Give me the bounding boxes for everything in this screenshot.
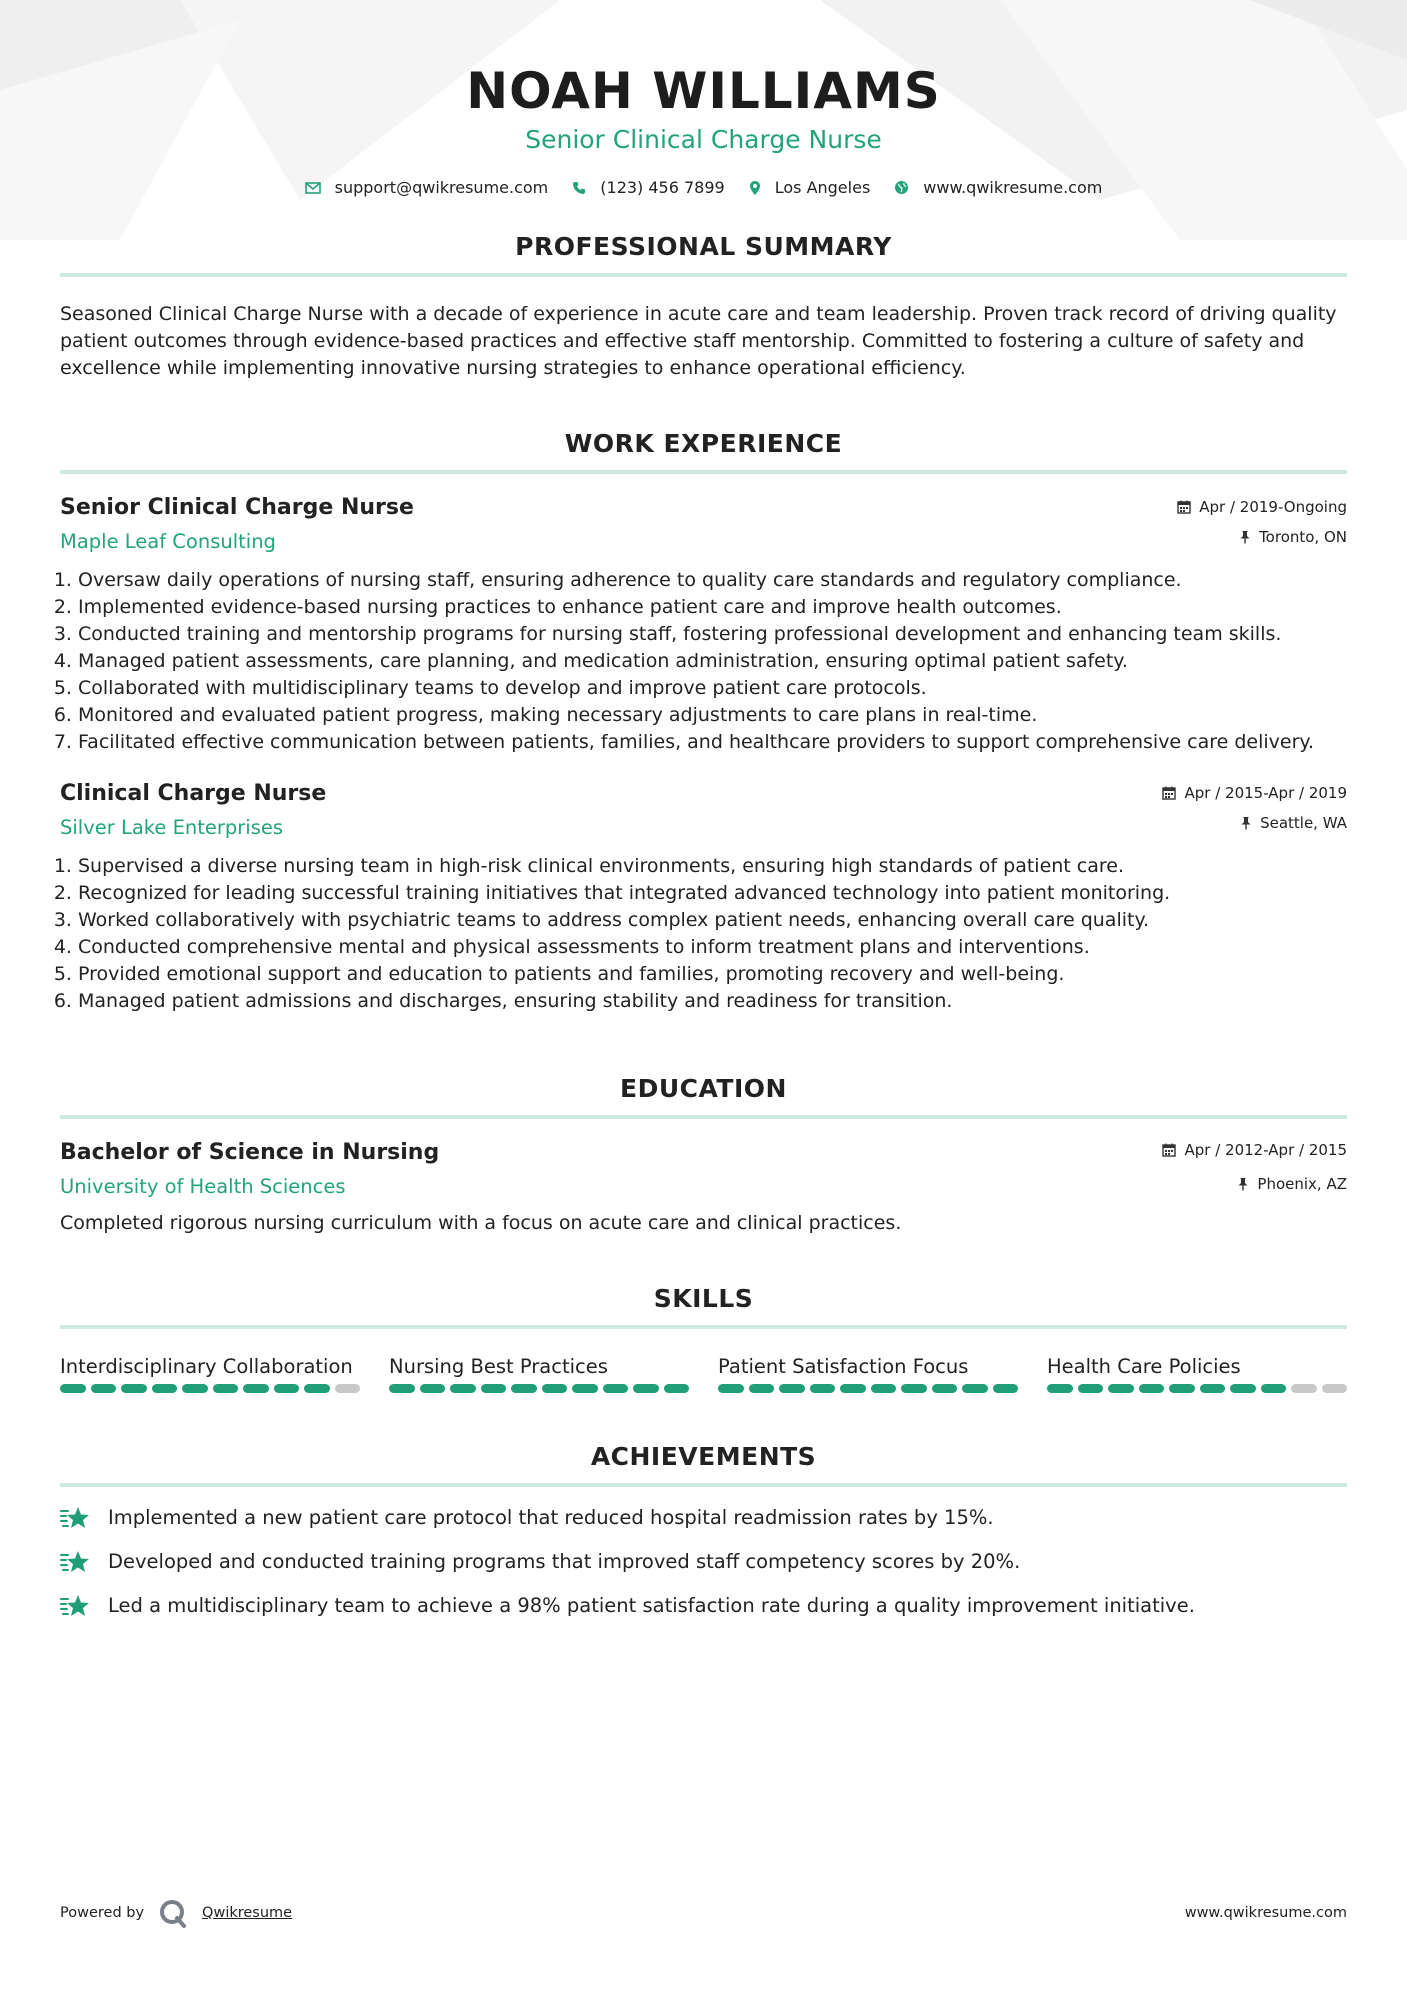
job-title: Clinical Charge Nurse (60, 781, 327, 806)
footer-url[interactable]: www.qwikresume.com (1184, 1905, 1347, 1921)
list-item: 5. Collaborated with multidisciplinary teams to develop and improve patient care protocols. (78, 675, 1347, 702)
skill-item (1047, 1353, 1347, 1393)
achievement-text: Led a multidisciplinary team to achieve a 98% patient satisfaction rate during a quality improvement initiative. (108, 1594, 1195, 1617)
skill-segment-filled (152, 1384, 178, 1393)
contact-bar (60, 178, 1347, 197)
list-item: 6. Managed patient admissions and discharges, ensuring stability and readiness for transition. (78, 988, 1347, 1015)
skill-segment-empty (335, 1384, 361, 1393)
skill-level-bar (60, 1384, 360, 1393)
list-item: 7. Facilitated effective communication between patients, families, and healthcare providers to support comprehensive care delivery. (78, 729, 1347, 756)
brand-link[interactable]: Qwikresume (202, 1905, 293, 1921)
skill-segment-filled (603, 1384, 629, 1393)
calendar-icon (1177, 500, 1191, 514)
school-name: University of Health Sciences (60, 1175, 346, 1198)
location-text: Los Angeles (774, 178, 871, 197)
pushpin-icon (1237, 1177, 1249, 1191)
star-icon (60, 1593, 92, 1619)
skill-segment-filled (901, 1384, 927, 1393)
skill-segment-filled (993, 1384, 1019, 1393)
list-item: 3. Conducted training and mentorship programs for nursing staff, fostering professional development and enhancing team skills. (78, 621, 1347, 648)
achievement-text: Developed and conducted training programs that improved staff competency scores by 20%. (108, 1550, 1021, 1573)
skill-segment-filled (511, 1384, 537, 1393)
skill-segment-filled (1047, 1384, 1073, 1393)
skill-name: Nursing Best Practices (389, 1355, 608, 1378)
skill-segment-filled (633, 1384, 659, 1393)
skill-name: Interdisciplinary Collaboration (60, 1355, 353, 1378)
calendar-icon (1162, 786, 1176, 800)
summary-heading: PROFESSIONAL SUMMARY (515, 232, 892, 261)
map-pin-icon (749, 180, 761, 196)
skill-segment-filled (243, 1384, 269, 1393)
skill-segment-filled (718, 1384, 744, 1393)
qwikresume-logo-icon (158, 1898, 188, 1928)
job-responsibilities (60, 853, 1347, 1015)
candidate-title: Senior Clinical Charge Nurse (525, 125, 882, 154)
degree-title: Bachelor of Science in Nursing (60, 1140, 440, 1165)
skill-segment-filled (542, 1384, 568, 1393)
envelope-icon (305, 182, 321, 194)
achievements-heading: ACHIEVEMENTS (590, 1442, 817, 1471)
summary-text: Seasoned Clinical Charge Nurse with a decade of experience in acute care and team leadership. Proven track record of driving quality patient outcomes through evidence-based practices and effective staff mentorship. Committed to fostering a culture of safety and excellence while implementing innovative nursing strategies to enhance operational efficiency. (60, 303, 1337, 379)
skill-segment-filled (779, 1384, 805, 1393)
list-item: 4. Managed patient assessments, care planning, and medication administration, ensuring optimal patient safety. (78, 648, 1347, 675)
job-dates-text: Apr / 2019-Ongoing (1199, 498, 1347, 516)
achievement-item (60, 1504, 1347, 1531)
skill-segment-filled (1078, 1384, 1104, 1393)
skill-segment-filled (60, 1384, 86, 1393)
contact-email[interactable] (305, 178, 549, 197)
skill-segment-filled (1139, 1384, 1165, 1393)
list-item: 2. Implemented evidence-based nursing practices to enhance patient care and improve health outcomes. (78, 594, 1347, 621)
job-company: Silver Lake Enterprises (60, 816, 284, 839)
skill-segment-filled (1200, 1384, 1226, 1393)
skill-segment-filled (450, 1384, 476, 1393)
skill-item (718, 1353, 1018, 1393)
list-item: 4. Conducted comprehensive mental and physical assessments to inform treatment plans and interventions. (78, 934, 1347, 961)
section-divider (60, 1483, 1347, 1487)
skill-segment-filled (91, 1384, 117, 1393)
job-title: Senior Clinical Charge Nurse (60, 495, 414, 520)
skill-segment-filled (1169, 1384, 1195, 1393)
list-item: 3. Worked collaboratively with psychiatric teams to address complex patient needs, enhancing overall care quality. (78, 907, 1347, 934)
skill-name: Health Care Policies (1047, 1355, 1241, 1378)
skill-segment-empty (1322, 1384, 1348, 1393)
skill-segment-filled (213, 1384, 239, 1393)
powered-by-label: Powered by (60, 1905, 145, 1921)
skills-heading: SKILLS (653, 1284, 754, 1313)
skill-segment-filled (749, 1384, 775, 1393)
pushpin-icon (1239, 530, 1251, 544)
job-company: Maple Leaf Consulting (60, 530, 276, 553)
candidate-name: NOAH WILLIAMS (466, 62, 941, 120)
job-entry (60, 494, 1347, 756)
star-icon (60, 1505, 92, 1531)
skill-segment-filled (420, 1384, 446, 1393)
achievement-text: Implemented a new patient care protocol that reduced hospital readmission rates by 15%. (108, 1506, 994, 1529)
experience-heading: WORK EXPERIENCE (564, 429, 843, 458)
skills-list (60, 1353, 1347, 1393)
skill-segment-filled (1230, 1384, 1256, 1393)
calendar-icon (1162, 1143, 1176, 1157)
skill-segment-filled (962, 1384, 988, 1393)
list-item: 6. Monitored and evaluated patient progress, making necessary adjustments to care plans in real-time. (78, 702, 1347, 729)
list-item: 1. Oversaw daily operations of nursing staff, ensuring adherence to quality care standards and regulatory compliance. (78, 567, 1347, 594)
education-dates (1162, 1141, 1347, 1159)
powered-by (60, 1898, 292, 1928)
list-item: 1. Supervised a diverse nursing team in high-risk clinical environments, ensuring high standards of patient care. (78, 853, 1347, 880)
skill-segment-filled (572, 1384, 598, 1393)
list-item: 2. Recognized for leading successful training initiatives that integrated advanced technology into patient monitoring. (78, 880, 1347, 907)
job-location (1177, 528, 1347, 546)
list-item: 5. Provided emotional support and education to patients and families, promoting recovery and well-being. (78, 961, 1347, 988)
skill-segment-filled (840, 1384, 866, 1393)
education-dates-text: Apr / 2012-Apr / 2015 (1184, 1141, 1347, 1159)
skill-level-bar (718, 1384, 1018, 1393)
skill-segment-filled (481, 1384, 507, 1393)
website-text: www.qwikresume.com (923, 178, 1103, 197)
achievement-item (60, 1592, 1347, 1619)
skill-item (389, 1353, 689, 1393)
section-divider (60, 470, 1347, 474)
footer (60, 1898, 1347, 1928)
email-text: support@qwikresume.com (334, 178, 549, 197)
contact-location (749, 178, 871, 197)
skill-name: Patient Satisfaction Focus (718, 1355, 969, 1378)
achievement-item (60, 1548, 1347, 1575)
skill-segment-filled (1108, 1384, 1134, 1393)
star-icon (60, 1549, 92, 1575)
skill-segment-filled (304, 1384, 330, 1393)
job-responsibilities (60, 567, 1347, 756)
skill-level-bar (1047, 1384, 1347, 1393)
phone-icon (572, 181, 586, 195)
contact-website[interactable] (894, 178, 1102, 197)
phone-text: (123) 456 7899 (600, 178, 725, 197)
job-dates (1177, 498, 1347, 516)
skill-level-bar (389, 1384, 689, 1393)
skill-segment-filled (932, 1384, 958, 1393)
pushpin-icon (1240, 816, 1252, 830)
job-location-text: Seattle, WA (1260, 814, 1347, 832)
job-dates-text: Apr / 2015-Apr / 2019 (1184, 784, 1347, 802)
skill-segment-empty (1291, 1384, 1317, 1393)
section-divider (60, 273, 1347, 277)
section-divider (60, 1115, 1347, 1119)
job-location (1162, 814, 1347, 832)
skill-segment-filled (121, 1384, 147, 1393)
skill-segment-filled (389, 1384, 415, 1393)
skill-segment-filled (182, 1384, 208, 1393)
job-dates (1162, 784, 1347, 802)
job-location-text: Toronto, ON (1259, 528, 1347, 546)
section-divider (60, 1325, 1347, 1329)
job-entry (60, 780, 1347, 1015)
skill-segment-filled (1261, 1384, 1287, 1393)
education-description: Completed rigorous nursing curriculum with a focus on acute care and clinical practices. (60, 1212, 902, 1234)
skill-segment-filled (871, 1384, 897, 1393)
education-location-text: Phoenix, AZ (1257, 1175, 1347, 1193)
contact-phone[interactable] (572, 178, 724, 197)
skill-segment-filled (664, 1384, 690, 1393)
skill-item (60, 1353, 360, 1393)
education-location (1162, 1175, 1347, 1193)
globe-icon (894, 180, 909, 195)
skill-segment-filled (274, 1384, 300, 1393)
education-heading: EDUCATION (620, 1074, 787, 1103)
skill-segment-filled (810, 1384, 836, 1393)
